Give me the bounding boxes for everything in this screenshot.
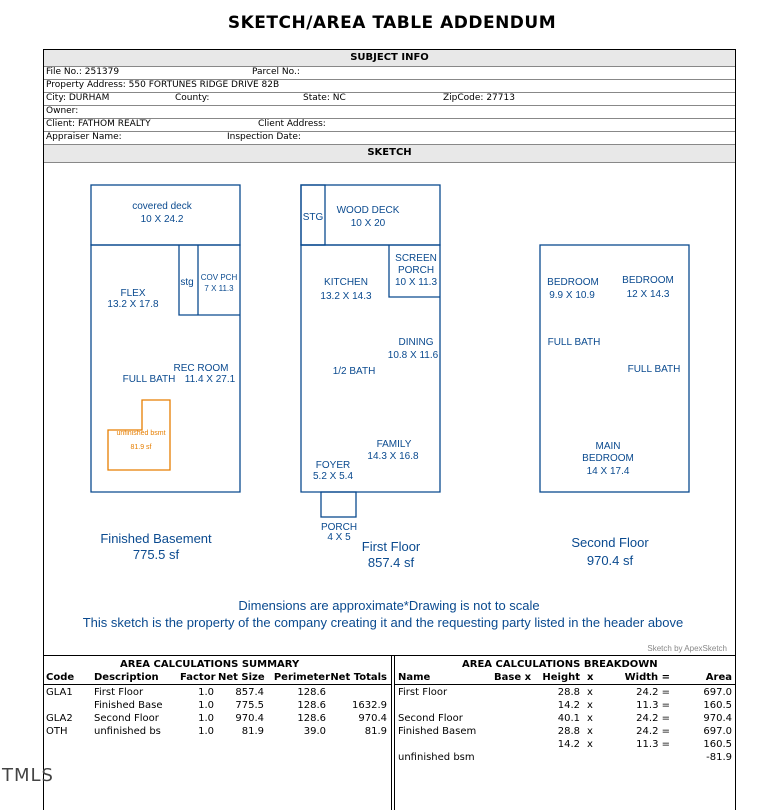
- client-address: Client Address:: [258, 119, 326, 129]
- bedroom1-label: BEDROOM: [547, 277, 599, 288]
- full-bath2-label: FULL BATH: [627, 364, 681, 375]
- front-porch-dim: 4 X 5: [327, 532, 351, 543]
- first-stg-label: STG: [302, 212, 324, 223]
- family-dim: 14.3 X 16.8: [367, 451, 419, 462]
- breakdown-cell: 24.2 =: [636, 713, 670, 724]
- summary-cell: First Floor: [94, 687, 144, 698]
- summary-cell: GLA1: [46, 687, 73, 698]
- summary-cell: 1632.9: [352, 700, 387, 711]
- breakdown-cell: 24.2 =: [636, 726, 670, 737]
- breakdown-cell: 970.4: [703, 713, 732, 724]
- summary-header-factor: Factor: [180, 672, 216, 683]
- breakdown-header-base: Base x: [494, 672, 532, 683]
- screen-porch-label-1: SCREEN: [395, 253, 437, 264]
- summary-header-nettotals: Net Totals: [330, 672, 387, 683]
- breakdown-cell: 697.0: [703, 726, 732, 737]
- summary-cell: 81.9: [364, 726, 387, 737]
- summary-cell: unfinished bs: [94, 726, 161, 737]
- breakdown-cell: 40.1: [557, 713, 580, 724]
- summary-cell: 970.4: [235, 713, 264, 724]
- summary-cell: 39.0: [303, 726, 326, 737]
- bedroom1-dim: 9.9 X 10.9: [549, 290, 595, 301]
- second-floor-caption: Second Floor: [571, 535, 649, 550]
- breakdown-cell: x: [587, 713, 593, 724]
- breakdown-header-name: Name: [398, 672, 431, 683]
- summary-header-perimeter: Perimeter: [273, 672, 330, 683]
- breakdown-cell: 24.2 =: [636, 687, 670, 698]
- first-floor-caption-sf: 857.4 sf: [367, 555, 415, 570]
- summary-cell: 128.6: [297, 687, 326, 698]
- inspection-date: Inspection Date:: [227, 132, 301, 142]
- breakdown-cell: 160.5: [703, 739, 732, 750]
- parcel-no: Parcel No.:: [252, 67, 300, 77]
- main-label: MAIN: [595, 441, 621, 452]
- flex-dim: 13.2 X 17.8: [107, 299, 159, 310]
- summary-cell: 128.6: [297, 713, 326, 724]
- breakdown-cell: First Floor: [398, 687, 448, 698]
- breakdown-header-area: Area: [705, 672, 732, 683]
- half-bath-label: 1/2 BATH: [332, 366, 376, 377]
- unfinished-bsmt-sf: 81.9 sf: [130, 444, 152, 451]
- breakdown-cell: 28.8: [557, 726, 580, 737]
- breakdown-cell: x: [587, 700, 593, 711]
- summary-header-desc: Description: [94, 672, 159, 683]
- cov-pch-label: COV PCH: [200, 273, 238, 282]
- wood-deck-dim: 10 X 20: [350, 218, 386, 229]
- covered-deck-label: covered deck: [132, 201, 192, 212]
- breakdown-cell: 11.3 =: [636, 700, 670, 711]
- breakdown-cell: 11.3 =: [636, 739, 670, 750]
- summary-cell: 857.4: [235, 687, 264, 698]
- apexsketch-credit: Sketch by ApexSketch: [647, 644, 727, 653]
- breakdown-title: AREA CALCULATIONS BREAKDOWN: [462, 659, 658, 670]
- summary-cell: Finished Base: [94, 700, 163, 711]
- summary-cell: 128.6: [297, 700, 326, 711]
- breakdown-cell: Second Floor: [398, 713, 463, 724]
- table-split: [391, 656, 392, 810]
- summary-cell: 970.4: [358, 713, 387, 724]
- unfinished-bsmt-label: unfinished bsmt: [116, 430, 166, 437]
- county: County:: [175, 93, 210, 103]
- breakdown-header-width: Width =: [624, 672, 670, 683]
- stg-label: stg: [180, 277, 194, 288]
- second-floor-caption-sf: 970.4 sf: [586, 553, 634, 568]
- breakdown-cell: unfinished bsm: [398, 752, 475, 763]
- client: Client: FATHOM REALTY: [46, 119, 151, 129]
- flex-label: FLEX: [120, 288, 146, 299]
- sketch-header: SKETCH: [44, 145, 735, 162]
- city: City: DURHAM: [46, 93, 110, 103]
- owner: Owner:: [46, 106, 79, 116]
- tmls-watermark: TMLS: [2, 765, 54, 786]
- breakdown-cell: 14.2: [557, 700, 580, 711]
- covered-deck-dim: 10 X 24.2: [140, 214, 184, 225]
- breakdown-header-height: Height: [542, 672, 580, 683]
- table-divider: [44, 655, 735, 656]
- full-bath1-label: FULL BATH: [547, 337, 601, 348]
- breakdown-cell: Finished Basem: [398, 726, 477, 737]
- main-bedroom-dim: 14 X 17.4: [586, 466, 630, 477]
- summary-cell: 1.0: [198, 726, 214, 737]
- breakdown-cell: 28.8: [557, 687, 580, 698]
- breakdown-cell: 697.0: [703, 687, 732, 698]
- family-label: FAMILY: [376, 439, 412, 450]
- full-bath-label: FULL BATH: [122, 374, 176, 385]
- foyer-dim: 5.2 X 5.4: [312, 471, 354, 482]
- rec-room-label: REC ROOM: [173, 363, 229, 374]
- summary-cell: 1.0: [198, 687, 214, 698]
- basement-caption-sf: 775.5 sf: [132, 547, 180, 562]
- appraiser-name: Appraiser Name:: [46, 132, 122, 142]
- summary-cell: 81.9: [241, 726, 264, 737]
- file-no: File No.: 251379: [46, 67, 120, 77]
- summary-header-netsize: Net Size: [218, 672, 265, 683]
- breakdown-cell: -81.9: [706, 752, 732, 763]
- summary-cell: OTH: [46, 726, 68, 737]
- wood-deck-label: WOOD DECK: [336, 205, 400, 216]
- first-floor-caption: First Floor: [361, 539, 421, 554]
- breakdown-cell: 14.2: [557, 739, 580, 750]
- screen-porch-dim: 10 X 11.3: [394, 277, 438, 288]
- basement-caption: Finished Basement: [100, 531, 212, 546]
- breakdown-cell: x: [587, 726, 593, 737]
- property-address: Property Address: 550 FORTUNES RIDGE DRIVE 82B: [46, 80, 280, 90]
- zip-code: ZipCode: 27713: [443, 93, 515, 103]
- cov-pch-dim: 7 X 11.3: [204, 284, 234, 293]
- foyer-label: FOYER: [315, 460, 351, 471]
- state: State: NC: [303, 93, 346, 103]
- bedroom2-label: BEDROOM: [622, 275, 674, 286]
- main-bedroom-label: BEDROOM: [582, 453, 634, 464]
- note-property: This sketch is the property of the company creating it and the requesting party listed in the header above: [82, 615, 684, 630]
- breakdown-header-x: x: [587, 672, 594, 683]
- summary-header-code: Code: [46, 672, 75, 683]
- note-approximate: Dimensions are approximate*Drawing is not to scale: [238, 598, 540, 613]
- dining-dim: 10.8 X 11.6: [387, 350, 439, 361]
- screen-porch-label-2: PORCH: [397, 265, 435, 276]
- summary-cell: 1.0: [198, 700, 214, 711]
- breakdown-cell: 160.5: [703, 700, 732, 711]
- page-title: SKETCH/AREA TABLE ADDENDUM: [227, 13, 557, 33]
- summary-cell: GLA2: [46, 713, 73, 724]
- front-porch-outline: [321, 492, 356, 517]
- summary-cell: Second Floor: [94, 713, 159, 724]
- summary-cell: 1.0: [198, 713, 214, 724]
- front-porch-label: PORCH: [320, 522, 358, 533]
- kitchen-dim: 13.2 X 14.3: [320, 291, 372, 302]
- breakdown-cell: x: [587, 687, 593, 698]
- rec-room-dim: 11.4 X 27.1: [184, 374, 236, 385]
- subject-info-header: SUBJECT INFO: [44, 50, 735, 66]
- breakdown-cell: x: [587, 739, 593, 750]
- kitchen-label: KITCHEN: [324, 277, 368, 288]
- dining-label: DINING: [398, 337, 434, 348]
- summary-title: AREA CALCULATIONS SUMMARY: [120, 659, 300, 670]
- bedroom2-dim: 12 X 14.3: [626, 289, 670, 300]
- summary-cell: 775.5: [235, 700, 264, 711]
